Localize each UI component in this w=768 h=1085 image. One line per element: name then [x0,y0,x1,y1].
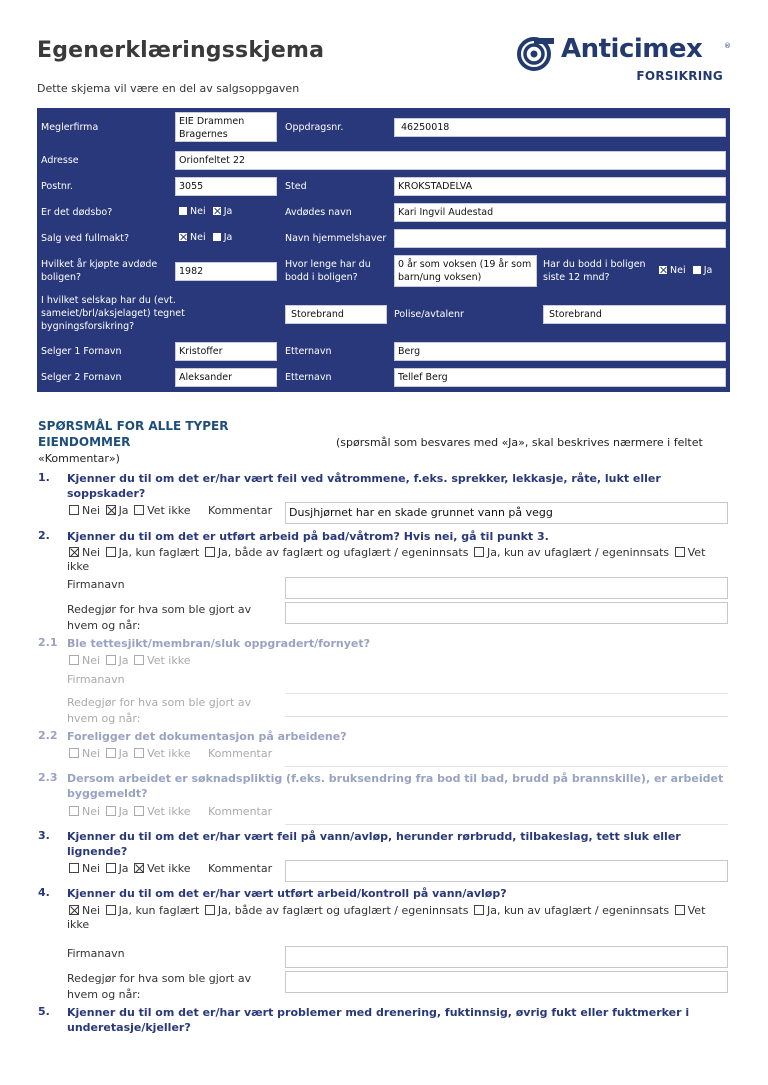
selger1-fornavn-label: Selger 1 Fornavn [41,346,122,357]
kommentar-label: Kommentar [207,805,273,818]
bodd12-nei-label: Nei [670,265,686,276]
ja-begge-checkbox[interactable] [205,547,215,557]
question-number: 5. [38,1005,50,1018]
bodd12-options [659,265,716,276]
logo-text: Anticimex [561,34,703,64]
nei-checkbox[interactable] [69,547,79,557]
page-title: Egenerklæringsskjema [37,38,325,63]
firmanavn-field[interactable] [285,946,728,968]
ja-begge-checkbox[interactable] [205,905,215,915]
ja-ufaglaert-label: Ja, kun av ufaglært / egeninnsats [486,546,670,559]
fullmakt-options [179,232,236,243]
ja-label: Ja [118,654,129,667]
polise-field[interactable]: Storebrand [543,305,726,324]
ja-label: Ja [118,862,129,875]
section-note: (spørsmål som besvares med «Ja», skal beskrives nærmere i feltet [336,436,703,449]
section-note-cont: «Kommentar») [38,452,120,465]
question-number: 3. [38,829,50,842]
nei-label: Nei [82,805,101,818]
ja-checkbox[interactable] [106,748,116,758]
oppdragsnr-label: Oppdragsnr. [285,122,344,133]
question-number: 2. [38,529,50,542]
nei-label: Nei [82,546,101,559]
answer-options [67,805,272,818]
logo-subtext: FORSIKRING [636,69,723,83]
ja-label: Ja [118,747,129,760]
ja-label: Ja [118,805,129,818]
fullmakt-label: Salg ved fullmakt? [41,233,130,244]
selskap-label: I hvilket selskap har du (evt. sameiet/brl/aksjelaget) tegnet bygningsforsikring? [41,295,185,332]
ja-checkbox[interactable] [106,655,116,665]
property-info-panel [37,108,730,392]
ja-checkbox[interactable] [106,863,116,873]
dodsbo-ja-label: Ja [223,206,233,217]
sted-field[interactable]: KROKSTADELVA [394,177,726,196]
vet-ikke-label: Vet ikke [147,805,191,818]
question-number: 2.1 [38,636,58,649]
vet-ikke-checkbox[interactable] [134,863,144,873]
hjemmel-label: Navn hjemmelshaver [285,233,387,244]
nei-checkbox[interactable] [69,655,79,665]
fullmakt-nei-label: Nei [190,232,206,243]
vet-ikke-checkbox[interactable] [675,547,685,557]
question-text: Kjenner du til om det er/har vært feil ved våtrommene, f.eks. sprekker, lekkasje, råte, lukt eller soppskader? [67,472,661,500]
vet-ikke-label: Vet ikke [147,654,191,667]
avdodes-label: Avdødes navn [285,207,352,218]
kommentar-label: Kommentar [207,504,273,517]
selger1-etternavn-field[interactable]: Berg [394,342,726,361]
selger1-etternavn-label: Etternavn [285,346,332,357]
vet-ikke-label: Vet ikke [147,862,191,875]
nei-checkbox[interactable] [69,505,79,515]
redegjor-label: Redegjør for hva som ble gjort av hvem og når: [67,603,252,632]
ja-ufaglaert-checkbox[interactable] [474,547,484,557]
kommentar-field[interactable] [285,803,728,825]
ja-ufaglaert-label: Ja, kun av ufaglært / egeninnsats [486,904,670,917]
firmanavn-label: Firmanavn [67,947,125,960]
meglerfirma-field[interactable]: EIE Drammen Bragernes [175,112,277,142]
selger2-etternavn-label: Etternavn [285,372,332,383]
avdodes-field[interactable]: Kari Ingvil Audestad [394,203,726,222]
question-number: 1. [38,471,50,484]
nei-label: Nei [82,904,101,917]
vet-ikke-checkbox[interactable] [134,655,144,665]
ja-begge-label: Ja, både av faglært og ufaglært / egeninnsats [217,904,469,917]
ja-checkbox[interactable] [106,806,116,816]
selger2-fornavn-field[interactable]: Aleksander [175,368,277,387]
answer-options [67,546,729,574]
botid-label: Hvor lenge har du bodd i boligen? [285,259,371,283]
bodd12-nei-checkbox[interactable] [659,266,667,274]
vet-ikke-label: Vet ikke [147,504,191,517]
section-title-line2: EIENDOMMER [38,435,131,449]
fullmakt-ja-checkbox[interactable] [213,233,221,241]
question-number: 4. [38,886,50,899]
firmanavn-field[interactable] [285,672,728,694]
dodsbo-ja-checkbox[interactable] [213,207,221,215]
ja-faglaert-label: Ja, kun faglært [118,904,200,917]
fullmakt-ja-label: Ja [223,232,233,243]
kjopt-label: Hvilket år kjøpte avdøde boligen? [41,259,158,283]
section-title [38,418,228,450]
page-subtitle: Dette skjema vil være en del av salgsoppgaven [37,82,300,95]
dodsbo-nei-label: Nei [190,206,206,217]
ja-ufaglaert-checkbox[interactable] [474,905,484,915]
anticimex-swirl-icon [516,36,556,72]
firmanavn-label: Firmanavn [67,578,125,591]
question-text: Kjenner du til om det er/har vært problemer med drenering, fuktinnsig, øvrig fukt eller fuktmerker i underetasje/kjeller? [67,1006,690,1034]
ja-begge-label: Ja, både av faglært og ufaglært / egeninnsats [217,546,469,559]
adresse-field[interactable]: Orionfeltet 22 [175,151,726,170]
answer-options [67,654,190,667]
nei-checkbox[interactable] [69,748,79,758]
ja-checkbox[interactable] [106,505,116,515]
kommentar-label: Kommentar [207,747,273,760]
nei-checkbox[interactable] [69,863,79,873]
firmanavn-field[interactable] [285,577,728,599]
vet-ikke-checkbox[interactable] [134,806,144,816]
dodsbo-options [179,206,236,217]
vet-ikke-checkbox[interactable] [134,505,144,515]
kommentar-field[interactable] [285,860,728,882]
redegjor-field[interactable] [285,602,728,624]
postnr-field[interactable]: 3055 [175,177,277,196]
adresse-label: Adresse [41,155,79,166]
redegjor-field[interactable] [285,695,728,717]
hjemmel-field[interactable] [394,229,726,248]
bodd12-label: Har du bodd i boligen siste 12 mnd? [543,259,646,283]
vet-ikke-label: Vet ikke [147,747,191,760]
nei-label: Nei [82,654,101,667]
bodd12-ja-label: Ja [703,265,713,276]
answer-options [67,904,729,932]
question-text: Foreligger det dokumentasjon på arbeidene? [67,730,347,743]
ja-faglaert-checkbox[interactable] [106,547,116,557]
nei-label: Nei [82,504,101,517]
nei-checkbox[interactable] [69,806,79,816]
question-text: Ble tettesjikt/membran/sluk oppgradert/fornyet? [67,637,370,650]
ikke-label: ikke [67,918,90,931]
redegjor-label: Redegjør for hva som ble gjort av hvem og når: [67,696,252,725]
oppdragsnr-field[interactable]: 46250018 [394,118,726,137]
nei-label: Nei [82,747,101,760]
bodd12-ja-checkbox[interactable] [693,266,701,274]
section-title-line1: SPØRSMÅL FOR ALLE TYPER [38,419,229,433]
kjopt-field[interactable]: 1982 [175,262,277,281]
dodsbo-nei-checkbox[interactable] [179,207,187,215]
anticimex-logo [516,36,731,88]
question-number: 2.3 [38,771,58,784]
fullmakt-nei-checkbox[interactable] [179,233,187,241]
logo-registered-mark: ® [724,42,731,50]
ja-faglaert-label: Ja, kun faglært [118,546,200,559]
answer-options [67,747,272,760]
kommentar-label: Kommentar [207,862,273,875]
kommentar-field[interactable]: Dusjhjørnet har en skade grunnet vann på vegg [285,502,728,524]
nei-label: Nei [82,862,101,875]
vet-ikke-checkbox[interactable] [134,748,144,758]
postnr-label: Postnr. [41,181,73,192]
redegjor-field[interactable] [285,971,728,993]
nei-checkbox[interactable] [69,905,79,915]
selger2-etternavn-field[interactable]: Tellef Berg [394,368,726,387]
question-text: Kjenner du til om det er/har vært utført arbeid/kontroll på vann/avløp? [67,887,507,900]
dodsbo-label: Er det dødsbo? [41,207,113,218]
selskap-field[interactable]: Storebrand [285,305,387,324]
kommentar-field[interactable] [285,745,728,767]
selger1-fornavn-field[interactable]: Kristoffer [175,342,277,361]
question-text: Kjenner du til om det er utført arbeid på bad/våtrom? Hvis nei, gå til punkt 3. [67,530,549,543]
question-text: Kjenner du til om det er/har vært feil på vann/avløp, herunder rørbrudd, tilbakeslag, tett sluk eller lignende? [67,830,681,858]
redegjor-label: Redegjør for hva som ble gjort av hvem og når: [67,972,252,1001]
botid-field[interactable]: 0 år som voksen (19 år som barn/ung voksen) [394,255,537,287]
meglerfirma-label: Meglerfirma [41,122,99,133]
polise-label: Polise/avtalenr [394,309,464,320]
answer-options [67,862,272,875]
sted-label: Sted [285,181,307,192]
question-number: 2.2 [38,729,58,742]
vet-label: Vet [687,904,706,917]
selger2-fornavn-label: Selger 2 Fornavn [41,372,122,383]
ja-label: Ja [118,504,129,517]
ikke-label: ikke [67,560,90,573]
vet-ikke-checkbox[interactable] [675,905,685,915]
answer-options [67,504,272,517]
ja-faglaert-checkbox[interactable] [106,905,116,915]
question-text: Dersom arbeidet er søknadspliktig (f.eks. bruksendring fra bod til bad, brudd på brannskille), er arbeidet byggemeldt? [67,772,724,800]
firmanavn-label: Firmanavn [67,673,125,686]
vet-label: Vet [687,546,706,559]
